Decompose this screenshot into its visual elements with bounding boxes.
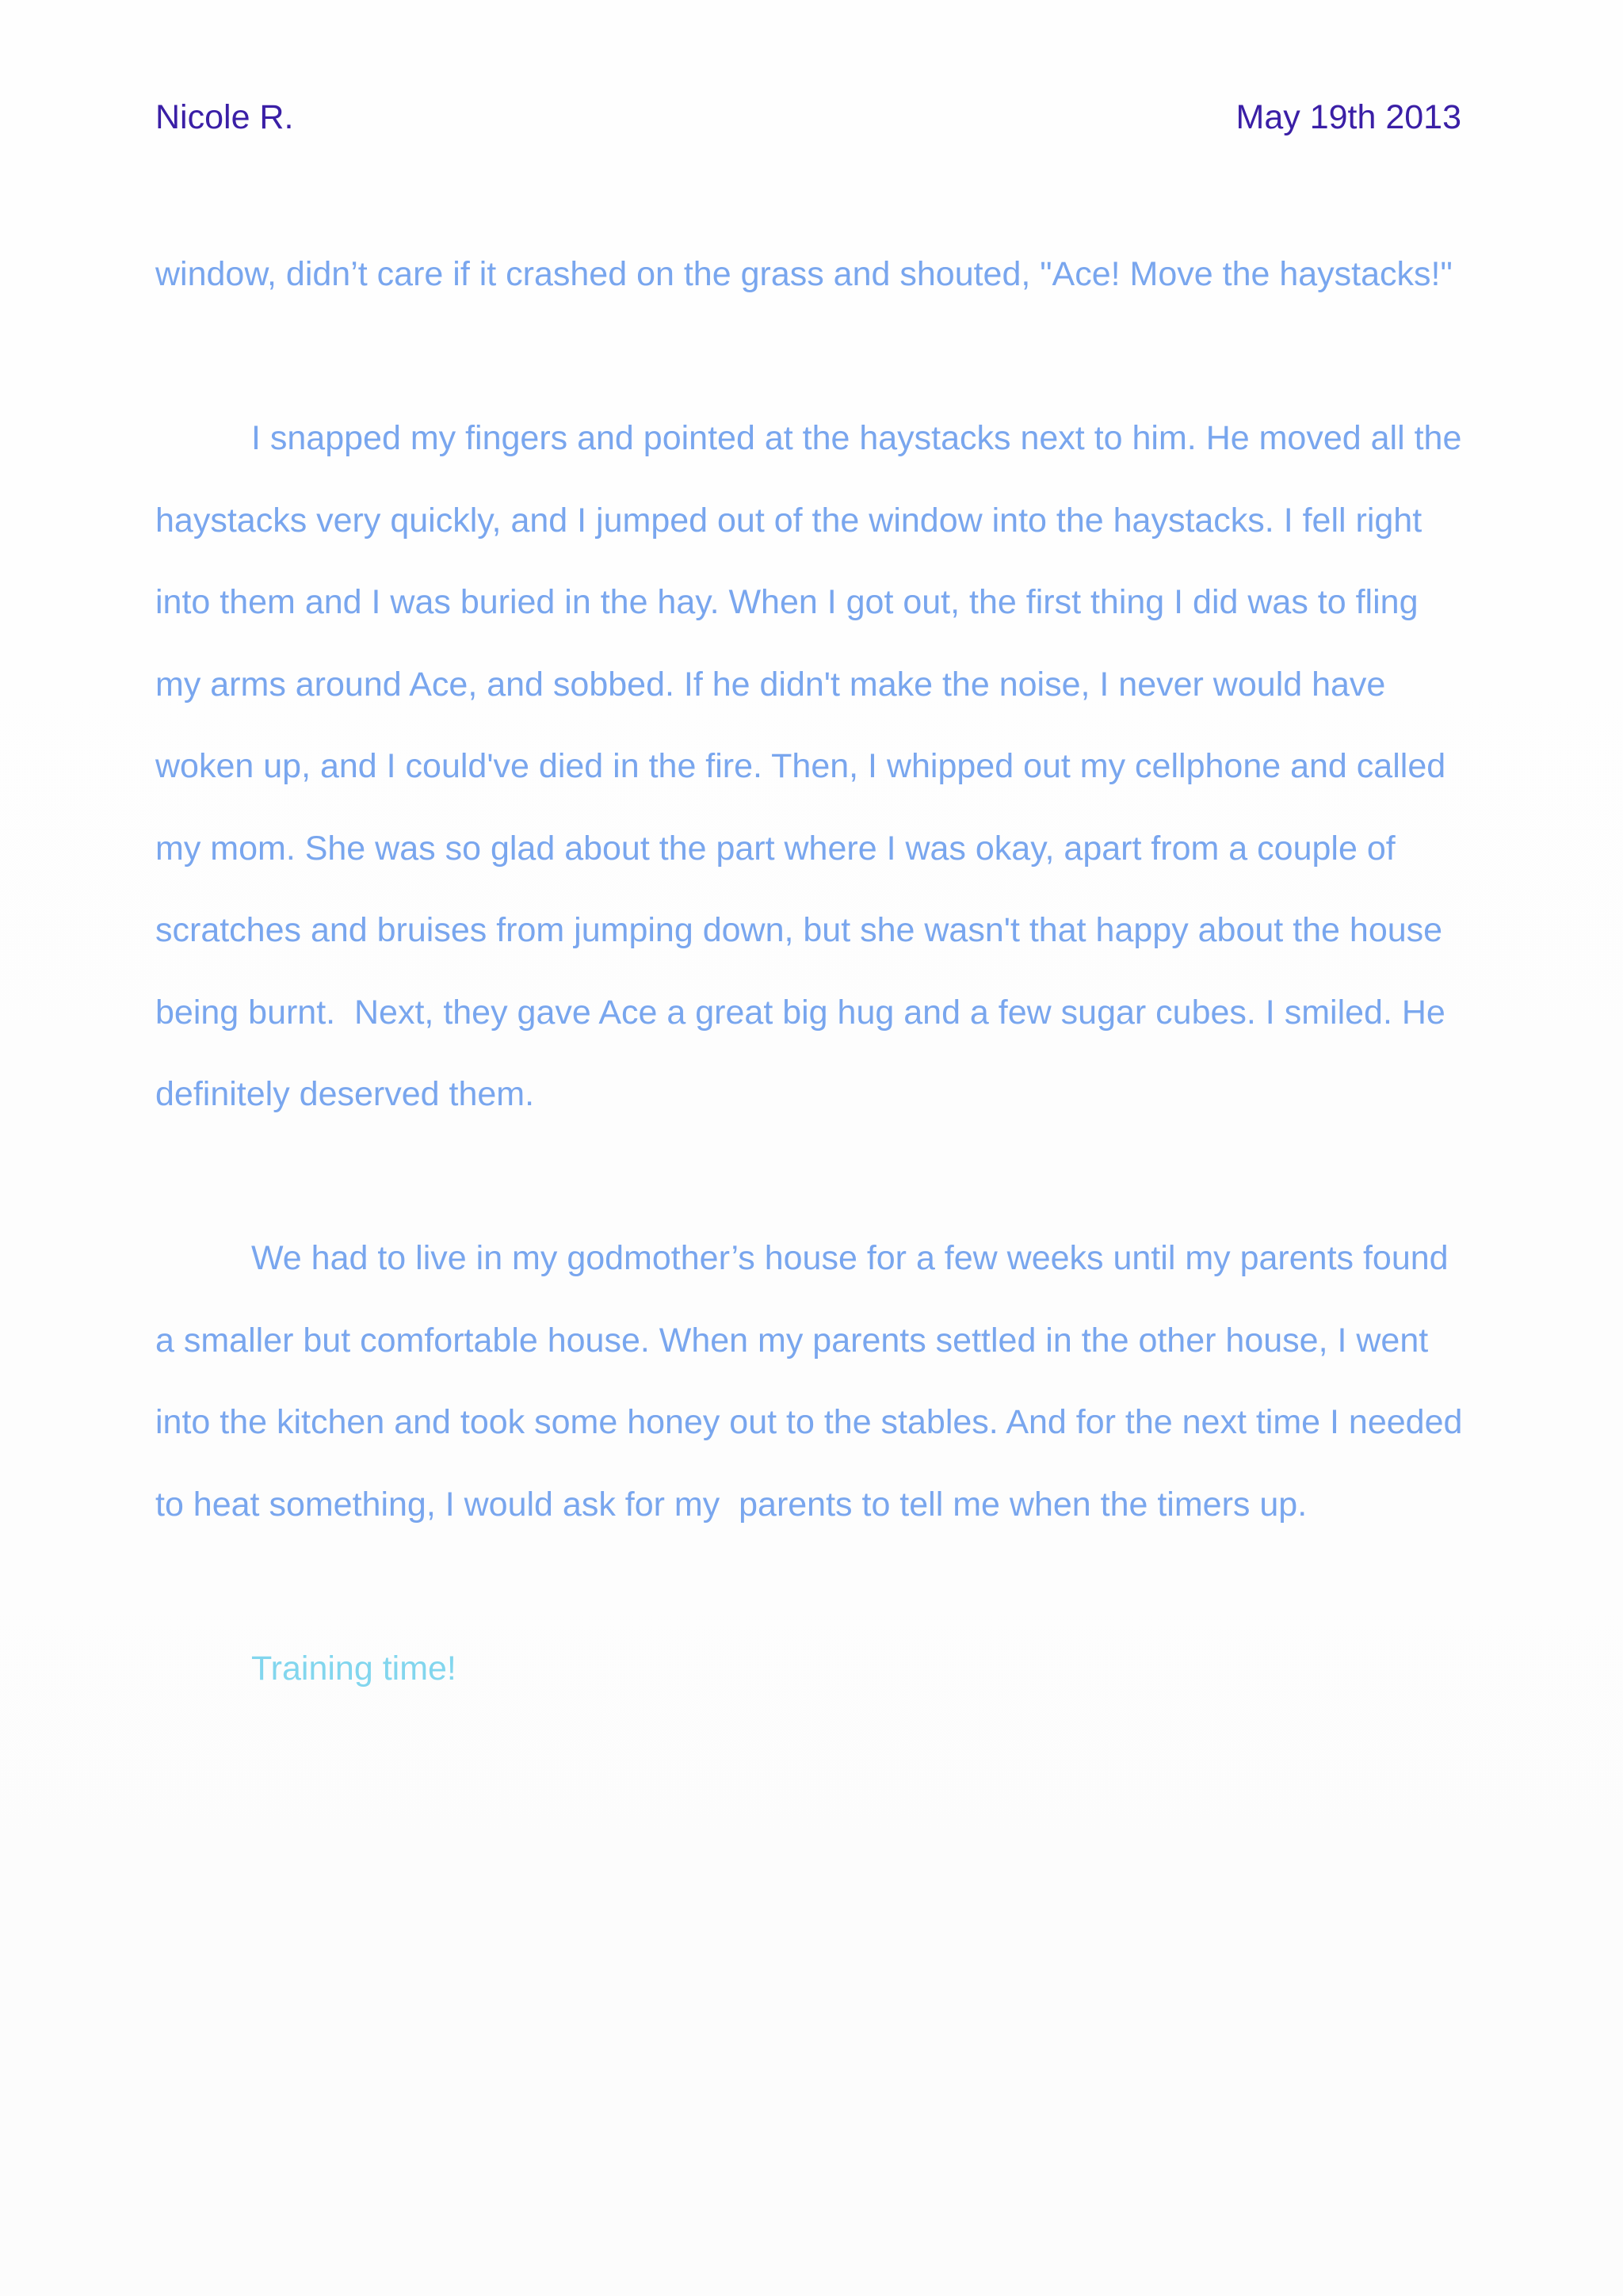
author-name: Nicole R. bbox=[155, 97, 294, 136]
page-header bbox=[155, 93, 1461, 141]
story-paragraph-continued: window, didn’t care if it crashed on the grass and shouted, "Ace! Move the haystacks!" bbox=[155, 255, 1453, 293]
story-paragraph-new-house: We had to live in my godmother’s house for a few weeks until my parents found a smaller but comfortable house. When my parents settled in the other house, I went into the kitchen and took some honey out to the stables. And for the next time I needed to heat something, I would ask for my parents to tell me when the timers up. bbox=[155, 1239, 1472, 1524]
next-section-title: Training time! bbox=[251, 1649, 456, 1688]
story-body bbox=[155, 234, 1471, 1710]
document-date: May 19th 2013 bbox=[1235, 97, 1461, 136]
story-paragraph-escape: I snapped my fingers and pointed at the haystacks next to him. He moved all the haystacks very quickly, and I jumped out of the window into the haystacks. I fell right into them and I was buried in the hay. When I got out, the first thing I did was to fling my arms around Ace, and sobbed. If he didn't make the noise, I never would have woken up, and I could've died in the fire. Then, I whipped out my cellphone and called my mom. She was so glad about the part where I was okay, apart from a couple of scratches and bruises from jumping down, but she wasn't that happy about the house being burnt. Next, they gave Ace a great big hug and a few sugar cubes. I smiled. He definitely deserved them. bbox=[155, 419, 1472, 1113]
